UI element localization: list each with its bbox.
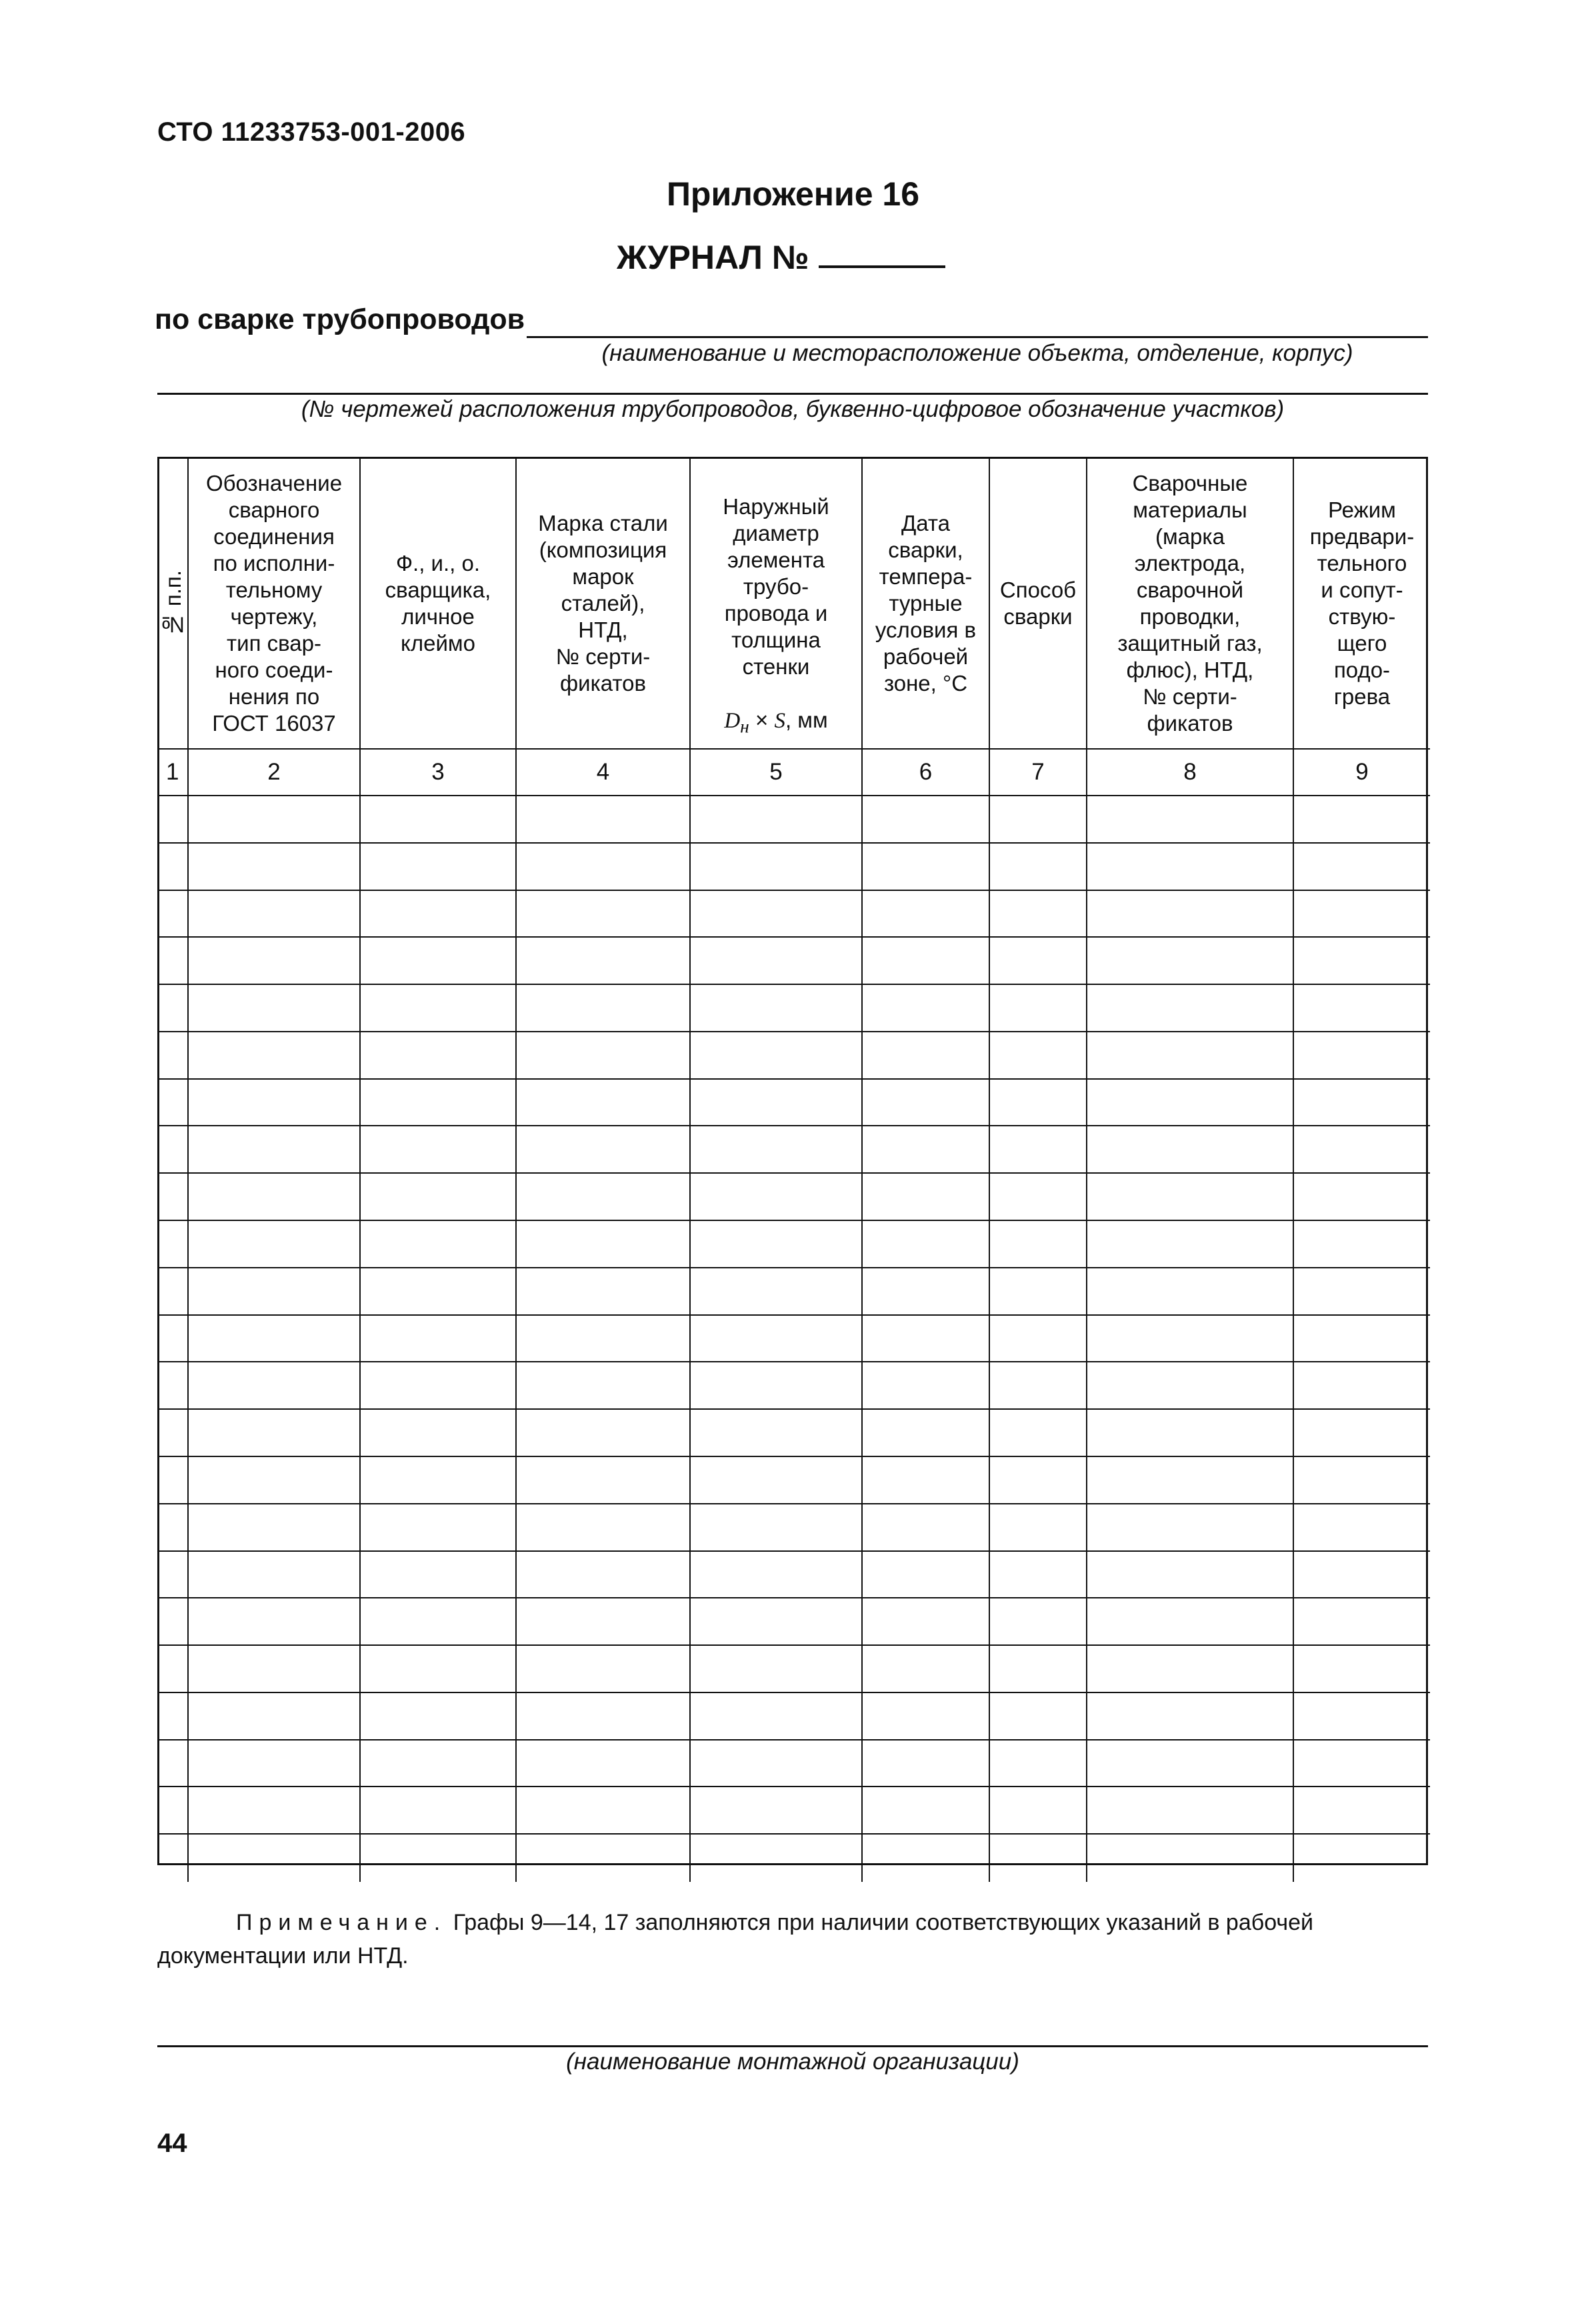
header-cell-welder: Ф., и., о. сварщика, личное клеймо — [361, 459, 517, 750]
table-entry-cell[interactable] — [1087, 891, 1294, 938]
table-entry-cell[interactable] — [990, 1221, 1087, 1268]
table-entry-cell[interactable] — [691, 1552, 863, 1599]
table-entry-cell[interactable] — [189, 1552, 361, 1599]
table-entry-cell[interactable] — [990, 1032, 1087, 1080]
table-entry-cell[interactable] — [1294, 1457, 1430, 1504]
table-entry-cell[interactable] — [1087, 1787, 1294, 1835]
table-entry-cell[interactable] — [1294, 1126, 1430, 1174]
table-entry-cell[interactable] — [990, 1693, 1087, 1740]
table-entry-cell[interactable] — [1294, 1410, 1430, 1457]
table-entry-cell[interactable] — [990, 796, 1087, 844]
note-heading: Примечание. — [236, 1910, 447, 1935]
table-entry-cell[interactable] — [863, 1126, 990, 1174]
table-entry-cell[interactable] — [361, 938, 517, 985]
header-cell-preheat: Режим предвари- тельного и сопут- ствую- щего подо- грева — [1294, 459, 1430, 750]
table-entry-cell[interactable] — [990, 1504, 1087, 1552]
journal-number-blank[interactable] — [819, 265, 945, 268]
table-entry-cell[interactable] — [159, 938, 189, 985]
table-entry-cell[interactable] — [159, 1552, 189, 1599]
table-entry-cell[interactable] — [990, 891, 1087, 938]
table-entry-cell[interactable] — [189, 844, 361, 891]
table-entry-cell[interactable] — [159, 1410, 189, 1457]
header-diameter-label: Наружный диаметр элемента трубо- провода и толщина стенки — [723, 494, 829, 680]
table-entry-cell[interactable] — [990, 985, 1087, 1032]
table-entry-cell[interactable] — [1087, 1410, 1294, 1457]
header-number-label: № п.п. — [161, 569, 185, 638]
table-entry-cell[interactable] — [517, 985, 691, 1032]
table-entry-cell[interactable] — [189, 1740, 361, 1788]
table-entry-cell[interactable] — [863, 1740, 990, 1788]
table-entry-cell[interactable] — [159, 1740, 189, 1788]
table-entry-cell[interactable] — [1087, 1835, 1294, 1882]
table-entry-cell[interactable] — [990, 1787, 1087, 1835]
table-entry-cell[interactable] — [691, 1268, 863, 1316]
column-number-3: 3 — [361, 750, 517, 796]
table-entry-cell[interactable] — [189, 1457, 361, 1504]
table-entry-cell[interactable] — [863, 1316, 990, 1363]
table-entry-cell[interactable] — [1087, 938, 1294, 985]
note — [157, 1906, 1428, 1973]
table-entry-cell[interactable] — [990, 1646, 1087, 1693]
document-code: СТО 11233753-001-2006 — [157, 117, 466, 147]
table-entry-cell[interactable] — [990, 1598, 1087, 1646]
table-entry-cell[interactable] — [1294, 1268, 1430, 1316]
table-entry-cell[interactable] — [1294, 985, 1430, 1032]
table-entry-cell[interactable] — [159, 1787, 189, 1835]
table-entry-cell[interactable] — [189, 985, 361, 1032]
table-entry-cell[interactable] — [159, 1835, 189, 1882]
header-cell-steel-grade: Марка стали (композиция марок сталей), НТД, № серти- фикатов — [517, 459, 691, 750]
table-entry-cell[interactable] — [1294, 1174, 1430, 1221]
table-entry-cell[interactable] — [863, 844, 990, 891]
table-entry-cell[interactable] — [990, 938, 1087, 985]
table-entry-cell[interactable] — [691, 1032, 863, 1080]
appendix-title: Приложение 16 — [666, 175, 920, 213]
table-entry-cell[interactable] — [159, 1268, 189, 1316]
table-entry-cell[interactable] — [361, 1410, 517, 1457]
table-entry-cell[interactable] — [159, 1221, 189, 1268]
table-entry-cell[interactable] — [863, 1410, 990, 1457]
column-number-9: 9 — [1294, 750, 1430, 796]
table-entry-cell[interactable] — [863, 1504, 990, 1552]
table-entry-cell[interactable] — [691, 985, 863, 1032]
subject-label: по сварке трубопроводов — [155, 303, 525, 335]
column-number-7: 7 — [990, 750, 1087, 796]
table-entry-cell[interactable] — [691, 1174, 863, 1221]
table-entry-cell[interactable] — [691, 1080, 863, 1127]
table-entry-cell[interactable] — [517, 1174, 691, 1221]
table-entry-cell[interactable] — [1294, 1740, 1430, 1788]
table-entry-cell[interactable] — [517, 891, 691, 938]
table-entry-cell[interactable] — [517, 938, 691, 985]
table-entry-cell[interactable] — [1294, 1787, 1430, 1835]
welding-journal-table — [157, 457, 1428, 1865]
table-entry-cell[interactable] — [517, 1504, 691, 1552]
table-entry-cell[interactable] — [691, 1646, 863, 1693]
table-entry-cell[interactable] — [189, 1410, 361, 1457]
table-entry-cell[interactable] — [159, 844, 189, 891]
table-entry-cell[interactable] — [361, 1221, 517, 1268]
table-entry-cell[interactable] — [1087, 1362, 1294, 1410]
table-entry-cell[interactable] — [1087, 985, 1294, 1032]
table-entry-cell[interactable] — [159, 985, 189, 1032]
table-entry-cell[interactable] — [863, 1598, 990, 1646]
table-entry-cell[interactable] — [361, 1362, 517, 1410]
table-entry-cell[interactable] — [361, 844, 517, 891]
table-entry-cell[interactable] — [990, 1740, 1087, 1788]
table-entry-cell[interactable] — [159, 1174, 189, 1221]
table-entry-cell[interactable] — [990, 1552, 1087, 1599]
table-entry-cell[interactable] — [990, 1362, 1087, 1410]
table-entry-cell[interactable] — [863, 796, 990, 844]
table-entry-cell[interactable] — [189, 891, 361, 938]
table-entry-cell[interactable] — [189, 1174, 361, 1221]
table-entry-cell[interactable] — [159, 1032, 189, 1080]
table-entry-cell[interactable] — [159, 891, 189, 938]
organization-caption: (наименование монтажной организации) — [566, 2049, 1019, 2075]
table-entry-cell[interactable] — [361, 1504, 517, 1552]
header-cell-diameter — [691, 459, 863, 750]
table-entry-cell[interactable] — [517, 1268, 691, 1316]
table-entry-cell[interactable] — [189, 1080, 361, 1127]
table-entry-cell[interactable] — [361, 1457, 517, 1504]
table-entry-cell[interactable] — [1294, 1032, 1430, 1080]
table-entry-cell[interactable] — [1294, 1504, 1430, 1552]
table-entry-cell[interactable] — [189, 1221, 361, 1268]
table-entry-cell[interactable] — [863, 1362, 990, 1410]
table-entry-cell[interactable] — [361, 1080, 517, 1127]
table-entry-cell[interactable] — [517, 1457, 691, 1504]
table-entry-cell[interactable] — [990, 1835, 1087, 1882]
table-entry-cell[interactable] — [361, 796, 517, 844]
table-entry-cell[interactable] — [1294, 1835, 1430, 1882]
table-entry-cell[interactable] — [863, 938, 990, 985]
header-cell-joint-designation: Обозначение сварного соединения по исполни- тельному чертежу, тип свар- ного соеди- нения по ГОСТ 16037 — [189, 459, 361, 750]
table-entry-cell[interactable] — [517, 1835, 691, 1882]
table-entry-cell[interactable] — [361, 1598, 517, 1646]
table-entry-cell[interactable] — [517, 1740, 691, 1788]
table-entry-cell[interactable] — [517, 1552, 691, 1599]
table-entry-cell[interactable] — [1087, 796, 1294, 844]
table-entry-cell[interactable] — [990, 844, 1087, 891]
table-entry-cell[interactable] — [189, 796, 361, 844]
table-entry-cell[interactable] — [990, 1268, 1087, 1316]
table-entry-cell[interactable] — [1294, 1221, 1430, 1268]
table-entry-cell[interactable] — [517, 1126, 691, 1174]
table-entry-cell[interactable] — [159, 1362, 189, 1410]
header-cell-number — [159, 459, 189, 750]
table-entry-cell[interactable] — [361, 985, 517, 1032]
table-entry-cell[interactable] — [1294, 796, 1430, 844]
table-entry-cell[interactable] — [863, 1693, 990, 1740]
table-entry-cell[interactable] — [691, 1410, 863, 1457]
table-entry-cell[interactable] — [361, 1835, 517, 1882]
header-cell-materials: Сварочные материалы (марка электрода, сварочной проводки, защитный газ, флюс), НТД, № серти- фикатов — [1087, 459, 1294, 750]
page-number: 44 — [157, 2129, 187, 2158]
table-entry-cell[interactable] — [361, 1174, 517, 1221]
table-entry-cell[interactable] — [691, 1740, 863, 1788]
table-entry-cell[interactable] — [863, 891, 990, 938]
table-entry-cell[interactable] — [990, 1457, 1087, 1504]
column-number-6: 6 — [863, 750, 990, 796]
table-entry-cell[interactable] — [517, 1598, 691, 1646]
table-entry-cell[interactable] — [361, 1787, 517, 1835]
table-entry-cell[interactable] — [159, 796, 189, 844]
table-entry-cell[interactable] — [517, 1693, 691, 1740]
table-entry-cell[interactable] — [990, 1080, 1087, 1127]
column-number-5: 5 — [691, 750, 863, 796]
table-entry-cell[interactable] — [1087, 1693, 1294, 1740]
table-entry-cell[interactable] — [990, 1316, 1087, 1363]
table-entry-cell[interactable] — [863, 1032, 990, 1080]
table-entry-cell[interactable] — [863, 1552, 990, 1599]
table-entry-cell[interactable] — [1087, 1740, 1294, 1788]
table-entry-cell[interactable] — [159, 1693, 189, 1740]
table-entry-cell[interactable] — [990, 1174, 1087, 1221]
table-entry-cell[interactable] — [691, 1693, 863, 1740]
table-entry-cell[interactable] — [361, 891, 517, 938]
table-entry-cell[interactable] — [1294, 1598, 1430, 1646]
table-entry-cell[interactable] — [517, 1316, 691, 1363]
table-entry-cell[interactable] — [1294, 1693, 1430, 1740]
table-entry-cell[interactable] — [1294, 938, 1430, 985]
table-entry-cell[interactable] — [863, 1457, 990, 1504]
table-entry-cell[interactable] — [691, 1221, 863, 1268]
table-entry-cell[interactable] — [159, 1126, 189, 1174]
table-entry-cell[interactable] — [1087, 1316, 1294, 1363]
table-entry-cell[interactable] — [863, 1080, 990, 1127]
table-entry-cell[interactable] — [517, 1787, 691, 1835]
table-entry-cell[interactable] — [189, 1787, 361, 1835]
object-name-blank[interactable] — [527, 336, 1428, 338]
table-entry-cell[interactable] — [361, 1032, 517, 1080]
table-entry-cell[interactable] — [189, 1646, 361, 1693]
table-entry-cell[interactable] — [691, 1457, 863, 1504]
drawings-blank[interactable] — [157, 393, 1428, 395]
table-entry-cell[interactable] — [159, 1316, 189, 1363]
table-entry-cell[interactable] — [159, 1598, 189, 1646]
table-entry-cell[interactable] — [1087, 1174, 1294, 1221]
table-entry-cell[interactable] — [361, 1316, 517, 1363]
table-entry-cell[interactable] — [189, 938, 361, 985]
table-entry-cell[interactable] — [517, 796, 691, 844]
table-entry-cell[interactable] — [1087, 1032, 1294, 1080]
table-entry-cell[interactable] — [159, 1080, 189, 1127]
note-text: Графы 9—14, 17 заполняются при наличии соответствующих указаний в рабочей документации или НТД. — [157, 1910, 1313, 1969]
table-entry-cell[interactable] — [1087, 1646, 1294, 1693]
table-entry-cell[interactable] — [361, 1126, 517, 1174]
table-entry-cell[interactable] — [361, 1268, 517, 1316]
table-entry-cell[interactable] — [517, 1646, 691, 1693]
table-entry-cell[interactable] — [189, 1362, 361, 1410]
table-entry-cell[interactable] — [1087, 1268, 1294, 1316]
table-entry-cell[interactable] — [1087, 1126, 1294, 1174]
table-entry-cell[interactable] — [189, 1504, 361, 1552]
header-diameter-formula: $D_н \times S$, мм — [724, 708, 828, 737]
table-entry-cell[interactable] — [691, 891, 863, 938]
table-entry-cell[interactable] — [1087, 844, 1294, 891]
table-entry-cell[interactable] — [189, 1032, 361, 1080]
table-entry-cell[interactable] — [189, 1126, 361, 1174]
table-entry-cell[interactable] — [1294, 1646, 1430, 1693]
table-entry-cell[interactable] — [863, 1268, 990, 1316]
organization-blank[interactable] — [157, 2045, 1428, 2047]
header-cell-date: Дата сварки, темпера- турные условия в рабочей зоне, °С — [863, 459, 990, 750]
table-entry-cell[interactable] — [517, 1080, 691, 1127]
column-number-2: 2 — [189, 750, 361, 796]
table-entry-cell[interactable] — [1087, 1457, 1294, 1504]
table-entry-cell[interactable] — [159, 1504, 189, 1552]
table-entry-cell[interactable] — [159, 1457, 189, 1504]
table-entry-cell[interactable] — [691, 1126, 863, 1174]
table-entry-cell[interactable] — [863, 985, 990, 1032]
table-entry-cell[interactable] — [691, 796, 863, 844]
table-entry-cell[interactable] — [517, 844, 691, 891]
table-entry-cell[interactable] — [691, 1504, 863, 1552]
table-entry-cell[interactable] — [361, 1552, 517, 1599]
table-entry-cell[interactable] — [863, 1835, 990, 1882]
table-entry-cell[interactable] — [1087, 1221, 1294, 1268]
table-entry-cell[interactable] — [159, 1646, 189, 1693]
table-entry-cell[interactable] — [863, 1174, 990, 1221]
table-entry-cell[interactable] — [517, 1410, 691, 1457]
object-caption: (наименование и месторасположение объекта, отделение, корпус) — [601, 340, 1353, 366]
table-entry-cell[interactable] — [691, 844, 863, 891]
table-entry-cell[interactable] — [189, 1598, 361, 1646]
table-entry-cell[interactable] — [1087, 1552, 1294, 1599]
table-entry-cell[interactable] — [691, 1362, 863, 1410]
column-number-4: 4 — [517, 750, 691, 796]
table-entry-cell[interactable] — [517, 1221, 691, 1268]
table-entry-cell[interactable] — [990, 1410, 1087, 1457]
table-entry-cell[interactable] — [990, 1126, 1087, 1174]
table-entry-cell[interactable] — [517, 1362, 691, 1410]
table-entry-cell[interactable] — [1294, 844, 1430, 891]
table-entry-cell[interactable] — [361, 1646, 517, 1693]
column-number-1: 1 — [159, 750, 189, 796]
table-entry-cell[interactable] — [1087, 1080, 1294, 1127]
table-entry-cell[interactable] — [1294, 1362, 1430, 1410]
drawings-caption: (№ чертежей расположения трубопроводов, буквенно-цифровое обозначение участков) — [301, 396, 1285, 422]
table-entry-cell[interactable] — [691, 1787, 863, 1835]
table-entry-cell[interactable] — [189, 1835, 361, 1882]
table-entry-cell[interactable] — [1294, 1552, 1430, 1599]
table-entry-cell[interactable] — [361, 1740, 517, 1788]
table-entry-cell[interactable] — [1087, 1598, 1294, 1646]
table-entry-cell[interactable] — [691, 1316, 863, 1363]
table-entry-cell[interactable] — [189, 1268, 361, 1316]
table-entry-cell[interactable] — [863, 1221, 990, 1268]
table-entry-cell[interactable] — [189, 1693, 361, 1740]
table-entry-cell[interactable] — [691, 938, 863, 985]
table-entry-cell[interactable] — [1294, 891, 1430, 938]
column-number-8: 8 — [1087, 750, 1294, 796]
table-entry-cell[interactable] — [863, 1646, 990, 1693]
table-entry-cell[interactable] — [517, 1032, 691, 1080]
table-entry-cell[interactable] — [691, 1835, 863, 1882]
table-entry-cell[interactable] — [189, 1316, 361, 1363]
table-entry-cell[interactable] — [361, 1693, 517, 1740]
journal-title: ЖУРНАЛ № — [617, 239, 809, 276]
table-entry-cell[interactable] — [691, 1598, 863, 1646]
header-cell-method: Способ сварки — [990, 459, 1087, 750]
table-entry-cell[interactable] — [1087, 1504, 1294, 1552]
table-entry-cell[interactable] — [1294, 1080, 1430, 1127]
table-entry-cell[interactable] — [863, 1787, 990, 1835]
table-entry-cell[interactable] — [1294, 1316, 1430, 1363]
